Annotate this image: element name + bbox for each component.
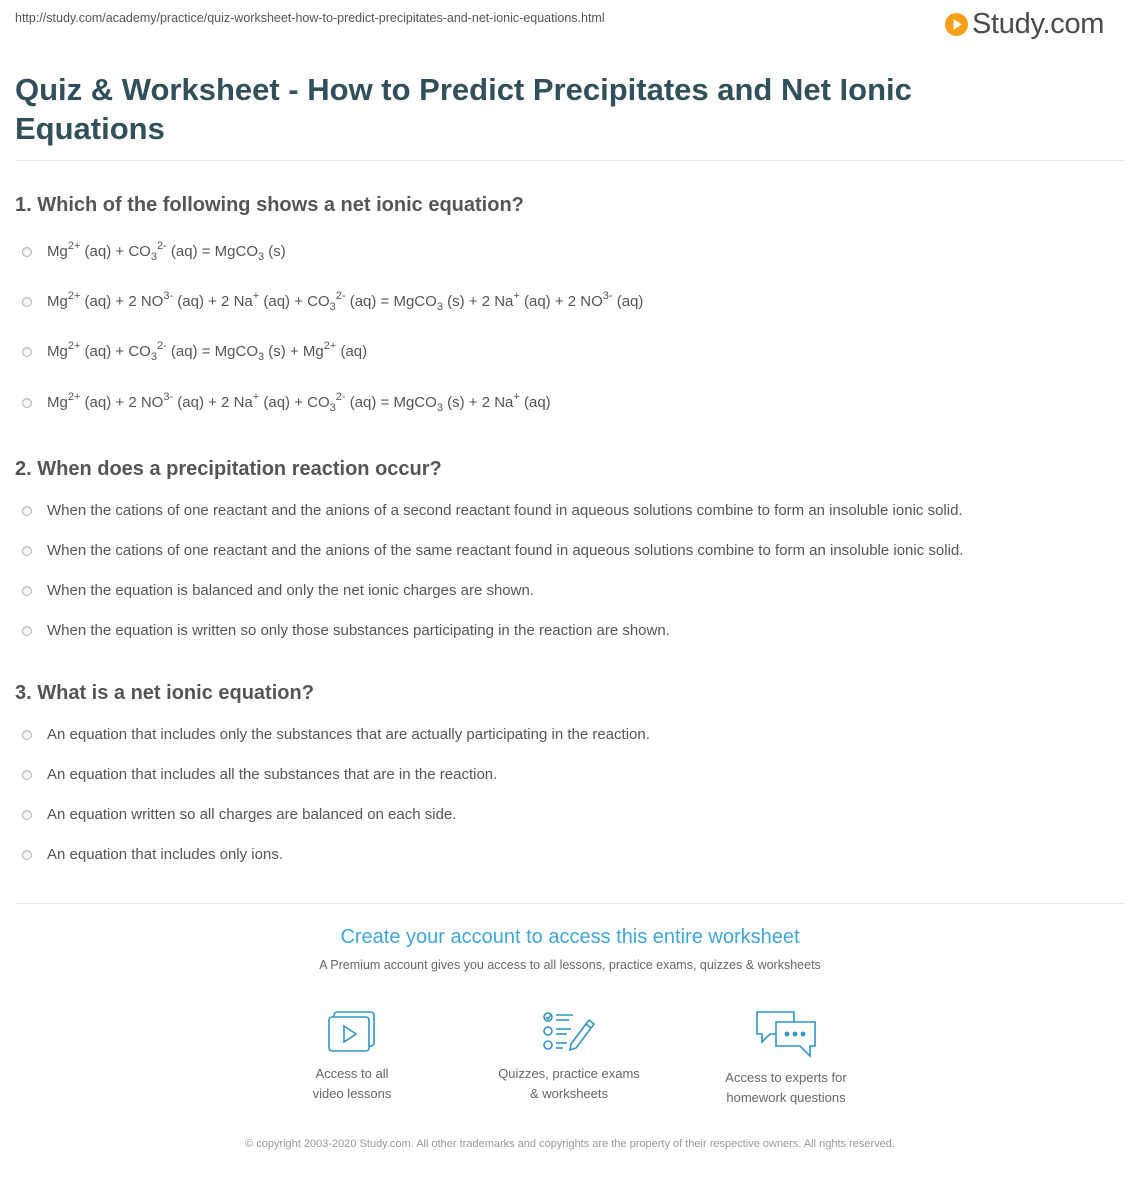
copyright-notice: © copyright 2003-2020 Study.com. All other trademarks and copyrights are the property of their respective owners. All rights reserved. [245,1138,895,1150]
question-1-choice-c[interactable] [22,341,367,363]
feature-line: & worksheets [529,1086,609,1101]
question-3-choice-c[interactable] [22,806,456,823]
cta-subtitle: A Premium account gives you access to all lessons, practice exams, quizzes & worksheets [319,958,821,972]
question-2-title: 2. When does a precipitation reaction occur? [15,458,442,480]
quiz-checklist-icon [541,1008,597,1056]
radio-button[interactable] [22,626,32,636]
question-1-title: 1. Which of the following shows a net ionic equation? [15,194,524,216]
question-1-choice-d[interactable] [22,392,551,414]
question-3-choice-a[interactable] [22,726,650,743]
feature-line: homework questions [726,1090,846,1105]
choice-text: An equation written so all charges are balanced on each side. [47,806,457,823]
question-2-choice-b[interactable] [22,542,963,559]
choice-text: $Mg^{2+}$ (aq) + 2 $NO^{3-}$ (aq) + 2 Na+ $(aq) + CO_3^{2-}$ (aq) = MgCO$_3$ (s) + 2 Na+ (aq) [47,391,551,414]
chat-bubbles-icon [754,1008,818,1060]
page-title: Quiz & Worksheet - How to Predict Precipitates and Net Ionic Equations [15,72,912,146]
play-logo-icon [944,12,969,37]
radio-button[interactable] [22,297,32,307]
question-3-choice-b[interactable] [22,766,497,783]
question-2-choice-a[interactable] [22,502,963,519]
cta-divider [15,903,1125,904]
choice-text: An equation that includes only the substances that are actually participating in the reaction. [47,726,650,743]
choice-text: $Mg^{2+}$ $(aq) + CO_3^{2-}$ (aq) = MgCO$_3$ (s) [47,240,286,263]
radio-button[interactable] [22,810,32,820]
radio-button[interactable] [22,506,32,516]
choice-text: $Mg^{2+}$ (aq) + 2 $NO^{3-}$ (aq) + 2 Na+ $(aq) + CO_3^{2-}$ (aq) = MgCO$_3$ (s) + 2 Na+ (aq) + 2 $NO^{3-}$ (aq) [47,290,644,313]
radio-button[interactable] [22,398,32,408]
study-logo[interactable] [944,6,1104,42]
question-2-choice-c[interactable] [22,582,534,599]
choice-text: When the cations of one reactant and the anions of a second reactant found in aqueous solutions combine to form an insoluble ionic solid. [47,502,963,519]
question-3-title: 3. What is a net ionic equation? [15,682,314,704]
logo-text: Study.com [972,7,1105,40]
radio-button[interactable] [22,247,32,257]
radio-button[interactable] [22,586,32,596]
choice-text: An equation that includes only ions. [47,846,283,863]
question-1-choice-a[interactable] [22,241,286,263]
question-2-choice-d[interactable] [22,622,670,639]
radio-button[interactable] [22,770,32,780]
feature-line: Quizzes, practice exams [498,1066,640,1081]
choice-text: When the cations of one reactant and the anions of the same reactant found in aqueous solutions combine to form an insoluble ionic solid. [47,542,964,559]
choice-text: When the equation is balanced and only the net ionic charges are shown. [47,582,534,599]
radio-button[interactable] [22,546,32,556]
feature-line: Access to all [315,1066,389,1081]
choice-text: An equation that includes all the substances that are in the reaction. [47,766,498,783]
feature-line: video lessons [312,1086,392,1101]
feature-experts [686,1008,886,1108]
radio-button[interactable] [22,850,32,860]
video-lessons-icon [324,1008,380,1056]
feature-video-lessons [252,1008,452,1104]
title-divider [15,160,1125,161]
question-3-choice-d[interactable] [22,846,283,863]
radio-button[interactable] [22,730,32,740]
feature-line: Access to experts for [725,1070,847,1085]
question-1-choice-b[interactable] [22,291,643,313]
choice-text: $Mg^{2+}$ $(aq) + CO_3^{2-}$ (aq) = MgCO$_3$ $(s) + Mg^{2+}$ (aq) [47,340,368,363]
choice-text: When the equation is written so only those substances participating in the reaction are shown. [47,622,670,639]
page-url: http://study.com/academy/practice/quiz-worksheet-how-to-predict-precipitates-and-net-ionic-equations.html [15,11,605,25]
create-account-link[interactable]: Create your account to access this entire worksheet [340,926,800,948]
radio-button[interactable] [22,347,32,357]
feature-quizzes [469,1008,669,1104]
